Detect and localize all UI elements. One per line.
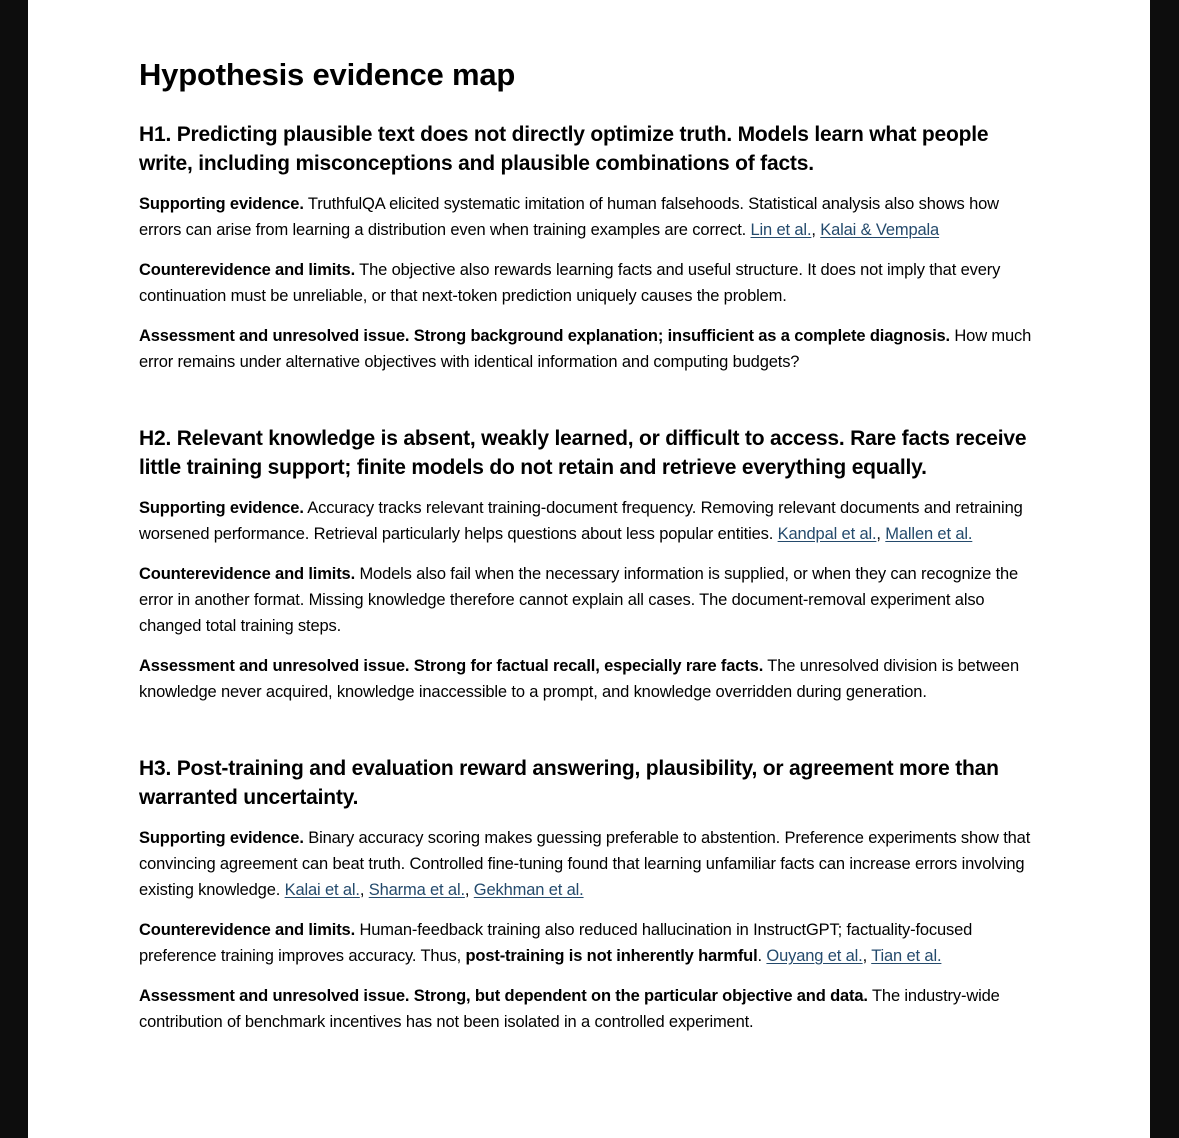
- assessment-paragraph: [139, 983, 1044, 1035]
- reference-link-lin[interactable]: Lin et al.: [750, 221, 812, 240]
- counterevidence-text: Human-feedback training also reduced hallucination in InstructGPT; factuality-focused preference training improves accuracy. Thus,: [139, 921, 973, 966]
- counterevidence-paragraph: [139, 917, 1044, 969]
- reference-link-mallen[interactable]: Mallen et al.: [885, 525, 973, 544]
- counterevidence-paragraph: [139, 257, 1044, 309]
- reference-link-sharma[interactable]: Sharma et al.: [368, 881, 465, 900]
- supporting-evidence-label: Supporting evidence.: [139, 829, 304, 848]
- supporting-evidence-text: Accuracy tracks relevant training-document frequency. Removing relevant documents and retraining worsened performance. Retrieval particularly helps questions about less popular entities.: [139, 499, 1023, 544]
- reference-link-kalai-vempala[interactable]: Kalai & Vempala: [820, 221, 940, 240]
- reference-separator: ,: [811, 221, 821, 240]
- assessment-verdict: Strong background explanation; insufficient as a complete diagnosis.: [409, 327, 950, 346]
- counterevidence-label: Counterevidence and limits.: [139, 565, 356, 584]
- document-content: [139, 56, 1044, 1084]
- document-title: Hypothesis evidence map: [139, 57, 516, 92]
- counterevidence-text-after: .: [757, 947, 767, 966]
- reference-link-kalai[interactable]: Kalai et al.: [284, 881, 360, 900]
- reference-separator: ,: [464, 881, 474, 900]
- supporting-evidence-paragraph: [139, 825, 1044, 903]
- reference-link-gekhman[interactable]: Gekhman et al.: [473, 881, 584, 900]
- reference-link-ouyang[interactable]: Ouyang et al.: [766, 947, 863, 966]
- hypothesis-h1: [139, 120, 1044, 375]
- assessment-text: The unresolved division is between knowledge never acquired, knowledge inaccessible to a prompt, and knowledge overridden during generation.: [139, 657, 1019, 702]
- hypothesis-heading: H2. Relevant knowledge is absent, weakly learned, or difficult to access. Rare facts receive little training support; finite models do not retain and retrieve everything equally.: [139, 427, 1027, 480]
- supporting-evidence-paragraph: [139, 191, 1044, 243]
- supporting-evidence-text: TruthfulQA elicited systematic imitation of human falsehoods. Statistical analysis also shows how errors can arise from learning a distribution even when training examples are correct.: [139, 195, 999, 240]
- assessment-label: Assessment and unresolved issue.: [139, 657, 410, 676]
- supporting-evidence-label: Supporting evidence.: [139, 195, 304, 214]
- right-margin-bar: [1150, 0, 1179, 1138]
- reference-separator: ,: [876, 525, 886, 544]
- counterevidence-paragraph: [139, 561, 1044, 639]
- hypothesis-heading: H1. Predicting plausible text does not directly optimize truth. Models learn what people write, including misconceptions and plausible combinations of facts.: [139, 123, 989, 176]
- reference-link-kandpal[interactable]: Kandpal et al.: [777, 525, 877, 544]
- assessment-paragraph: [139, 323, 1044, 375]
- counterevidence-text: Models also fail when the necessary information is supplied, or when they can recognize the error in another format. Missing knowledge therefore cannot explain all cases. The document-removal experiment also changed total training steps.: [139, 565, 1019, 636]
- assessment-verdict: Strong, but dependent on the particular objective and data.: [409, 987, 868, 1006]
- assessment-label: Assessment and unresolved issue.: [139, 987, 410, 1006]
- reference-separator: ,: [862, 947, 872, 966]
- hypothesis-h3: [139, 754, 1044, 1035]
- counterevidence-text: The objective also rewards learning facts and useful structure. It does not imply that every continuation must be unreliable, or that next-token prediction uniquely causes the problem.: [139, 261, 1001, 306]
- hypothesis-heading: H3. Post-training and evaluation reward answering, plausibility, or agreement more than warranted uncertainty.: [139, 757, 999, 810]
- hypothesis-h2: [139, 424, 1044, 705]
- counterevidence-label: Counterevidence and limits.: [139, 261, 356, 280]
- counterevidence-label: Counterevidence and limits.: [139, 921, 356, 940]
- assessment-text: How much error remains under alternative objectives with identical information and computing budgets?: [139, 327, 1032, 372]
- assessment-paragraph: [139, 653, 1044, 705]
- assessment-text: The industry-wide contribution of benchmark incentives has not been isolated in a controlled experiment.: [139, 987, 1000, 1032]
- reference-link-tian[interactable]: Tian et al.: [871, 947, 942, 966]
- document-page: [28, 0, 1150, 1138]
- reference-separator: ,: [359, 881, 369, 900]
- left-margin-bar: [0, 0, 28, 1138]
- counterevidence-emphasis: post-training is not inherently harmful: [465, 947, 758, 966]
- supporting-evidence-label: Supporting evidence.: [139, 499, 304, 518]
- supporting-evidence-text: Binary accuracy scoring makes guessing preferable to abstention. Preference experiments show that convincing agreement can beat truth. Controlled fine-tuning found that learning unfamiliar facts can increase errors involving existing knowledge.: [139, 829, 1031, 900]
- supporting-evidence-paragraph: [139, 495, 1044, 547]
- assessment-label: Assessment and unresolved issue.: [139, 327, 410, 346]
- assessment-verdict: Strong for factual recall, especially rare facts.: [409, 657, 764, 676]
